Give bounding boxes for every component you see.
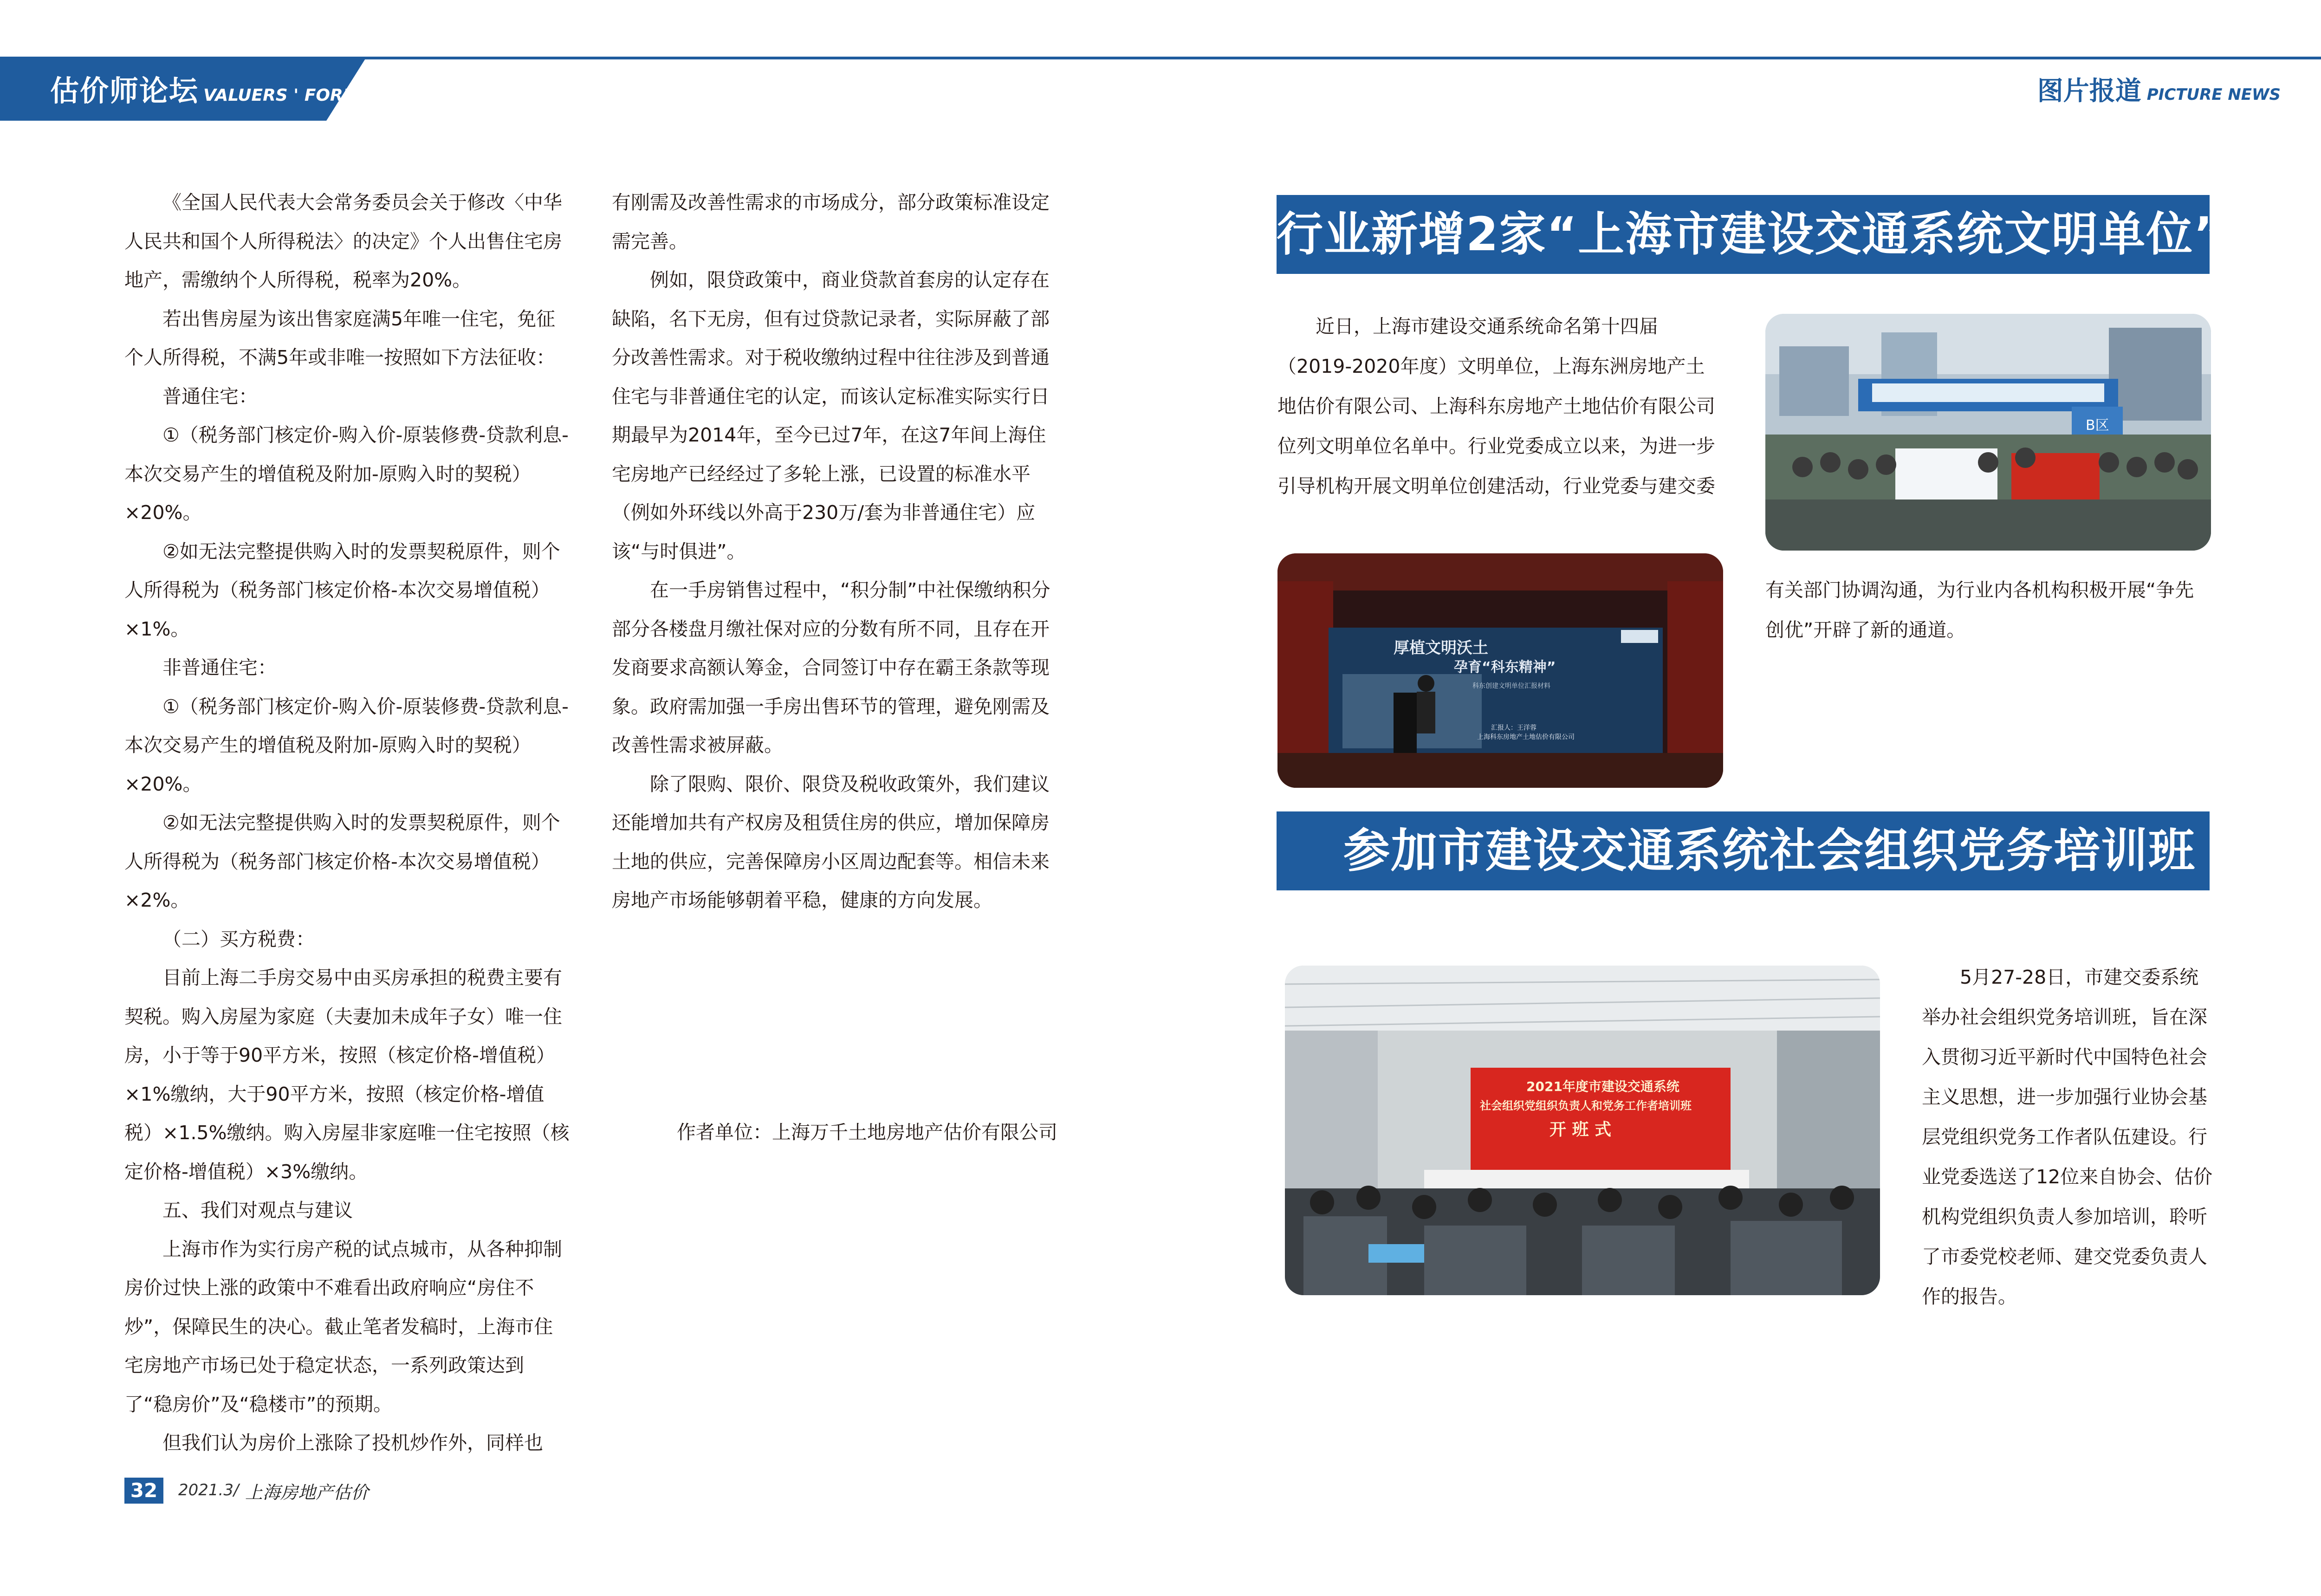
paragraph: ①（税务部门核定价-购入价-原装修费-贷款利息-本次交易产生的增值税及附加-原购入时的契税）×20%。 (124, 695, 569, 795)
paragraph: ①（税务部门核定价-购入价-原装修费-贷款利息-本次交易产生的增值税及附加-原购入时的契税）×20%。 (124, 424, 569, 524)
paragraph: 有刚需及改善性需求的市场成分，部分政策标准设定需完善。 (612, 191, 1050, 253)
news1-body (1277, 306, 1723, 506)
news2-headline-banner: 参加市建设交通系统社会组织党务培训班 (1277, 811, 2210, 890)
article-column-2 (612, 183, 1057, 920)
paragraph: 目前上海二手房交易中由买房承担的税费主要有契税。购入房屋为家庭（夫妻加未成年子女）唯一住房，小于等于90平方米，按照（核定价格-增值税）×1%缴纳，大于90平方米，按照（核定价格-增值税）×1.5%缴纳。购入房屋非家庭唯一住宅按照（核定价格-增值税）×3%缴纳。 (124, 967, 570, 1183)
paragraph: 在一手房销售过程中，“积分制”中社保缴纳积分部分各楼盘月缴社保对应的分数有所不同，且存在开发商要求高额认筹金，合同签订中存在霸王条款等现象。政府需加强一手房出售环节的管理，避免刚需及改善性需求被屏蔽。 (612, 579, 1050, 756)
subheading: （二）买方税费： (162, 928, 315, 950)
presentation-photo-image (1277, 553, 1723, 788)
section-title-left (50, 68, 373, 110)
news1-paragraph: 近日，上海市建设交通系统命名第十四届（2019-2020年度）文明单位，上海东洲房地产土地估价有限公司、上海科东房地产土地估价有限公司位列文明单位名单中。行业党委成立以来，为进一步引导机构开展文明单位创建活动，行业党委与建交委 (1277, 315, 1715, 497)
news1-body-continued (1765, 570, 2211, 650)
paragraph: ②如无法完整提供购入时的发票契税原件，则个人所得税为（税务部门核定价格-本次交易增值税）×2%。 (124, 811, 560, 911)
paragraph: 但我们认为房价上涨除了投机炒作外，同样也 (162, 1432, 543, 1454)
page-number: 32 (124, 1478, 163, 1504)
training-photo-image (1285, 966, 1880, 1295)
news1-group-photo (1765, 314, 2211, 551)
paragraph: 普通住宅： (162, 385, 258, 408)
news2-body (1922, 957, 2214, 1317)
photo-screen-line3: 开 班 式 (1549, 1120, 1612, 1139)
news1-headline-banner: 行业新增2家“上海市建设交通系统文明单位” (1277, 195, 2210, 274)
news1-paragraph-continued: 有关部门协调沟通，为行业内各机构积极开展“争先创优”开辟了新的通道。 (1765, 579, 2194, 641)
author-affiliation: 作者单位：上海万千土地房地产估价有限公司 (677, 1121, 1057, 1143)
photo-screen-reporter: 汇报人：王洋蓉 (1491, 724, 1537, 732)
footer-magazine-logo: 上海房地产估价 (245, 1482, 369, 1503)
section-title-zh: 估价师论坛 (50, 74, 199, 108)
photo-sign-text: B区 (2086, 417, 2109, 434)
photo-screen-subtitle: 孕育“科东精神” (1454, 659, 1556, 675)
footer-issue: 2021.3/ (178, 1481, 239, 1499)
paragraph: 若出售房屋为该出售家庭满5年唯一住宅，免征个人所得税，不满5年或非唯一按照如下方法征收： (124, 307, 556, 369)
photo-screen-caption: 科东创建文明单位汇报材料 (1472, 682, 1550, 690)
photo-screen-title: 厚植文明沃土 (1394, 639, 1488, 657)
section-title-right (2037, 71, 2281, 108)
article-column-1 (124, 183, 570, 1463)
section-heading: 五、我们对观点与建议 (162, 1199, 353, 1221)
photo-screen-line1: 2021年度市建设交通系统 (1526, 1079, 1679, 1094)
news2-training-photo (1285, 966, 1880, 1295)
news2-paragraph: 5月27-28日，市建交委系统举办社会组织党务培训班，旨在深入贯彻习近平新时代中国特色社会主义思想，进一步加强行业协会基层党组织党务工作者队伍建设。行业党委选送了12位来自协会、估价机构党组织负责人参加培训，聆听了市委党校老师、建交党委负责人作的报告。 (1922, 966, 2213, 1308)
paragraph: 非普通住宅： (162, 656, 277, 679)
section-title-en: VALUERS ' FORUM (203, 86, 373, 105)
picture-news-title-zh: 图片报道 (2037, 76, 2141, 106)
paragraph: 《全国人民代表大会常务委员会关于修改〈中华人民共和国个人所得税法〉的决定》个人出售住宅房地产，需缴纳个人所得税，税率为20%。 (124, 191, 562, 291)
paragraph: 除了限购、限价、限贷及税收政策外，我们建议还能增加共有产权房及租赁住房的供应，增加保障房土地的供应，完善保障房小区周边配套等。相信未来房地产市场能够朝着平稳，健康的方向发展。 (612, 772, 1050, 911)
group-photo-image (1765, 314, 2211, 551)
photo-screen-company: 上海科东房地产土地估价有限公司 (1477, 733, 1575, 741)
paragraph: 上海市作为实行房产税的试点城市，从各种抑制房价过快上涨的政策中不难看出政府响应“房住不炒”，保障民生的决心。截止笔者发稿时，上海市住宅房地产市场已处于稳定状态，一系列政策达到了“稳房价”及“稳楼市”的预期。 (124, 1238, 562, 1415)
paragraph: ②如无法完整提供购入时的发票契税原件，则个人所得税为（税务部门核定价格-本次交易增值税）×1%。 (124, 540, 560, 640)
photo-screen-line2: 社会组织党组织负责人和党务工作者培训班 (1480, 1099, 1692, 1112)
paragraph: 例如，限贷政策中，商业贷款首套房的认定存在缺陷，名下无房，但有过贷款记录者，实际屏蔽了部分改善性需求。对于税收缴纳过程中往往涉及到普通住宅与非普通住宅的认定，而该认定标准实际实行日期最早为2014年，至今已过7年，在这7年间上海住宅房地产已经经过了多轮上涨，已设置的标准水平（例如外环线以外高于230万/套为非普通住宅）应该“与时俱进”。 (612, 269, 1050, 563)
picture-news-title-en: PICTURE NEWS (2146, 85, 2281, 104)
news1-presentation-photo (1277, 553, 1723, 788)
